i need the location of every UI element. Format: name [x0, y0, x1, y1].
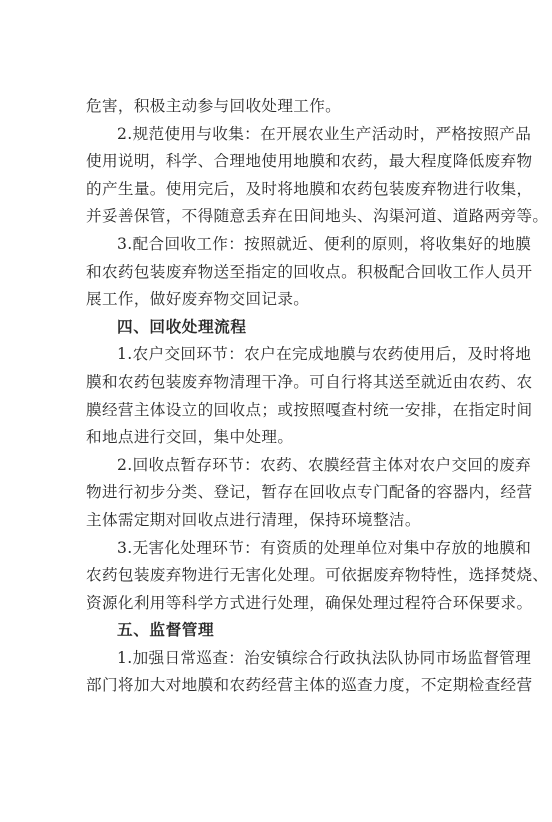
text-line: 主体需定期对回收点进行清理，保持环境整洁。 — [86, 510, 421, 529]
text-line: 的产生量。使用完后，及时将地膜和农药包装废弃物进行收集， — [86, 179, 533, 198]
section-heading: 四、回收处理流程 — [117, 317, 247, 336]
text-line: 危害，积极主动参与回收处理工作。 — [86, 97, 342, 115]
text-line: 膜经营主体设立的回收点；或按照嘎查村统一安排，在指定时间 — [86, 400, 533, 419]
text-line: 1.农户交回环节：农户在完成地膜与农药使用后，及时将地 — [117, 345, 532, 364]
text-line: 农药包装废弃物进行无害化处理。可依据废弃物特性，选择焚烧、 — [86, 566, 549, 585]
text-line: 和地点进行交回，集中处理。 — [86, 428, 294, 447]
text-line: 资源化利用等科学方式进行处理，确保处理过程符合环保要求。 — [86, 593, 533, 612]
text-line: 并妥善保管，不得随意丢弃在田间地头、沟渠河道、道路两旁等。 — [86, 207, 549, 226]
text-line: 和农药包装废弃物送至指定的回收点。积极配合回收工作人员开 — [86, 262, 533, 281]
text-line: 膜和农药包装废弃物清理干净。可自行将其送至就近由农药、农 — [86, 372, 533, 391]
text-line: 部门将加大对地膜和农药经营主体的巡查力度，不定期检查经营 — [86, 676, 533, 695]
text-line: 3.无害化处理环节：有资质的处理单位对集中存放的地膜和 — [117, 538, 532, 557]
text-line: 2.回收点暂存环节：农药、农膜经营主体对农户交回的废弃 — [117, 455, 532, 474]
section-heading: 五、监督管理 — [117, 621, 215, 640]
text-line: 物进行初步分类、登记，暂存在回收点专门配备的容器内，经营 — [86, 483, 533, 502]
text-line: 展工作，做好废弃物交回记录。 — [86, 290, 310, 309]
text-line: 使用说明，科学、合理地使用地膜和农药，最大程度降低废弃物 — [86, 152, 533, 171]
text-line: 3.配合回收工作：按照就近、便利的原则，将收集好的地膜 — [117, 234, 532, 253]
text-line: 1.加强日常巡查：治安镇综合行政执法队协同市场监督管理 — [117, 648, 532, 667]
text-line: 2.规范使用与收集：在开展农业生产活动时，严格按照产品 — [117, 124, 532, 143]
document-body — [86, 93, 549, 700]
